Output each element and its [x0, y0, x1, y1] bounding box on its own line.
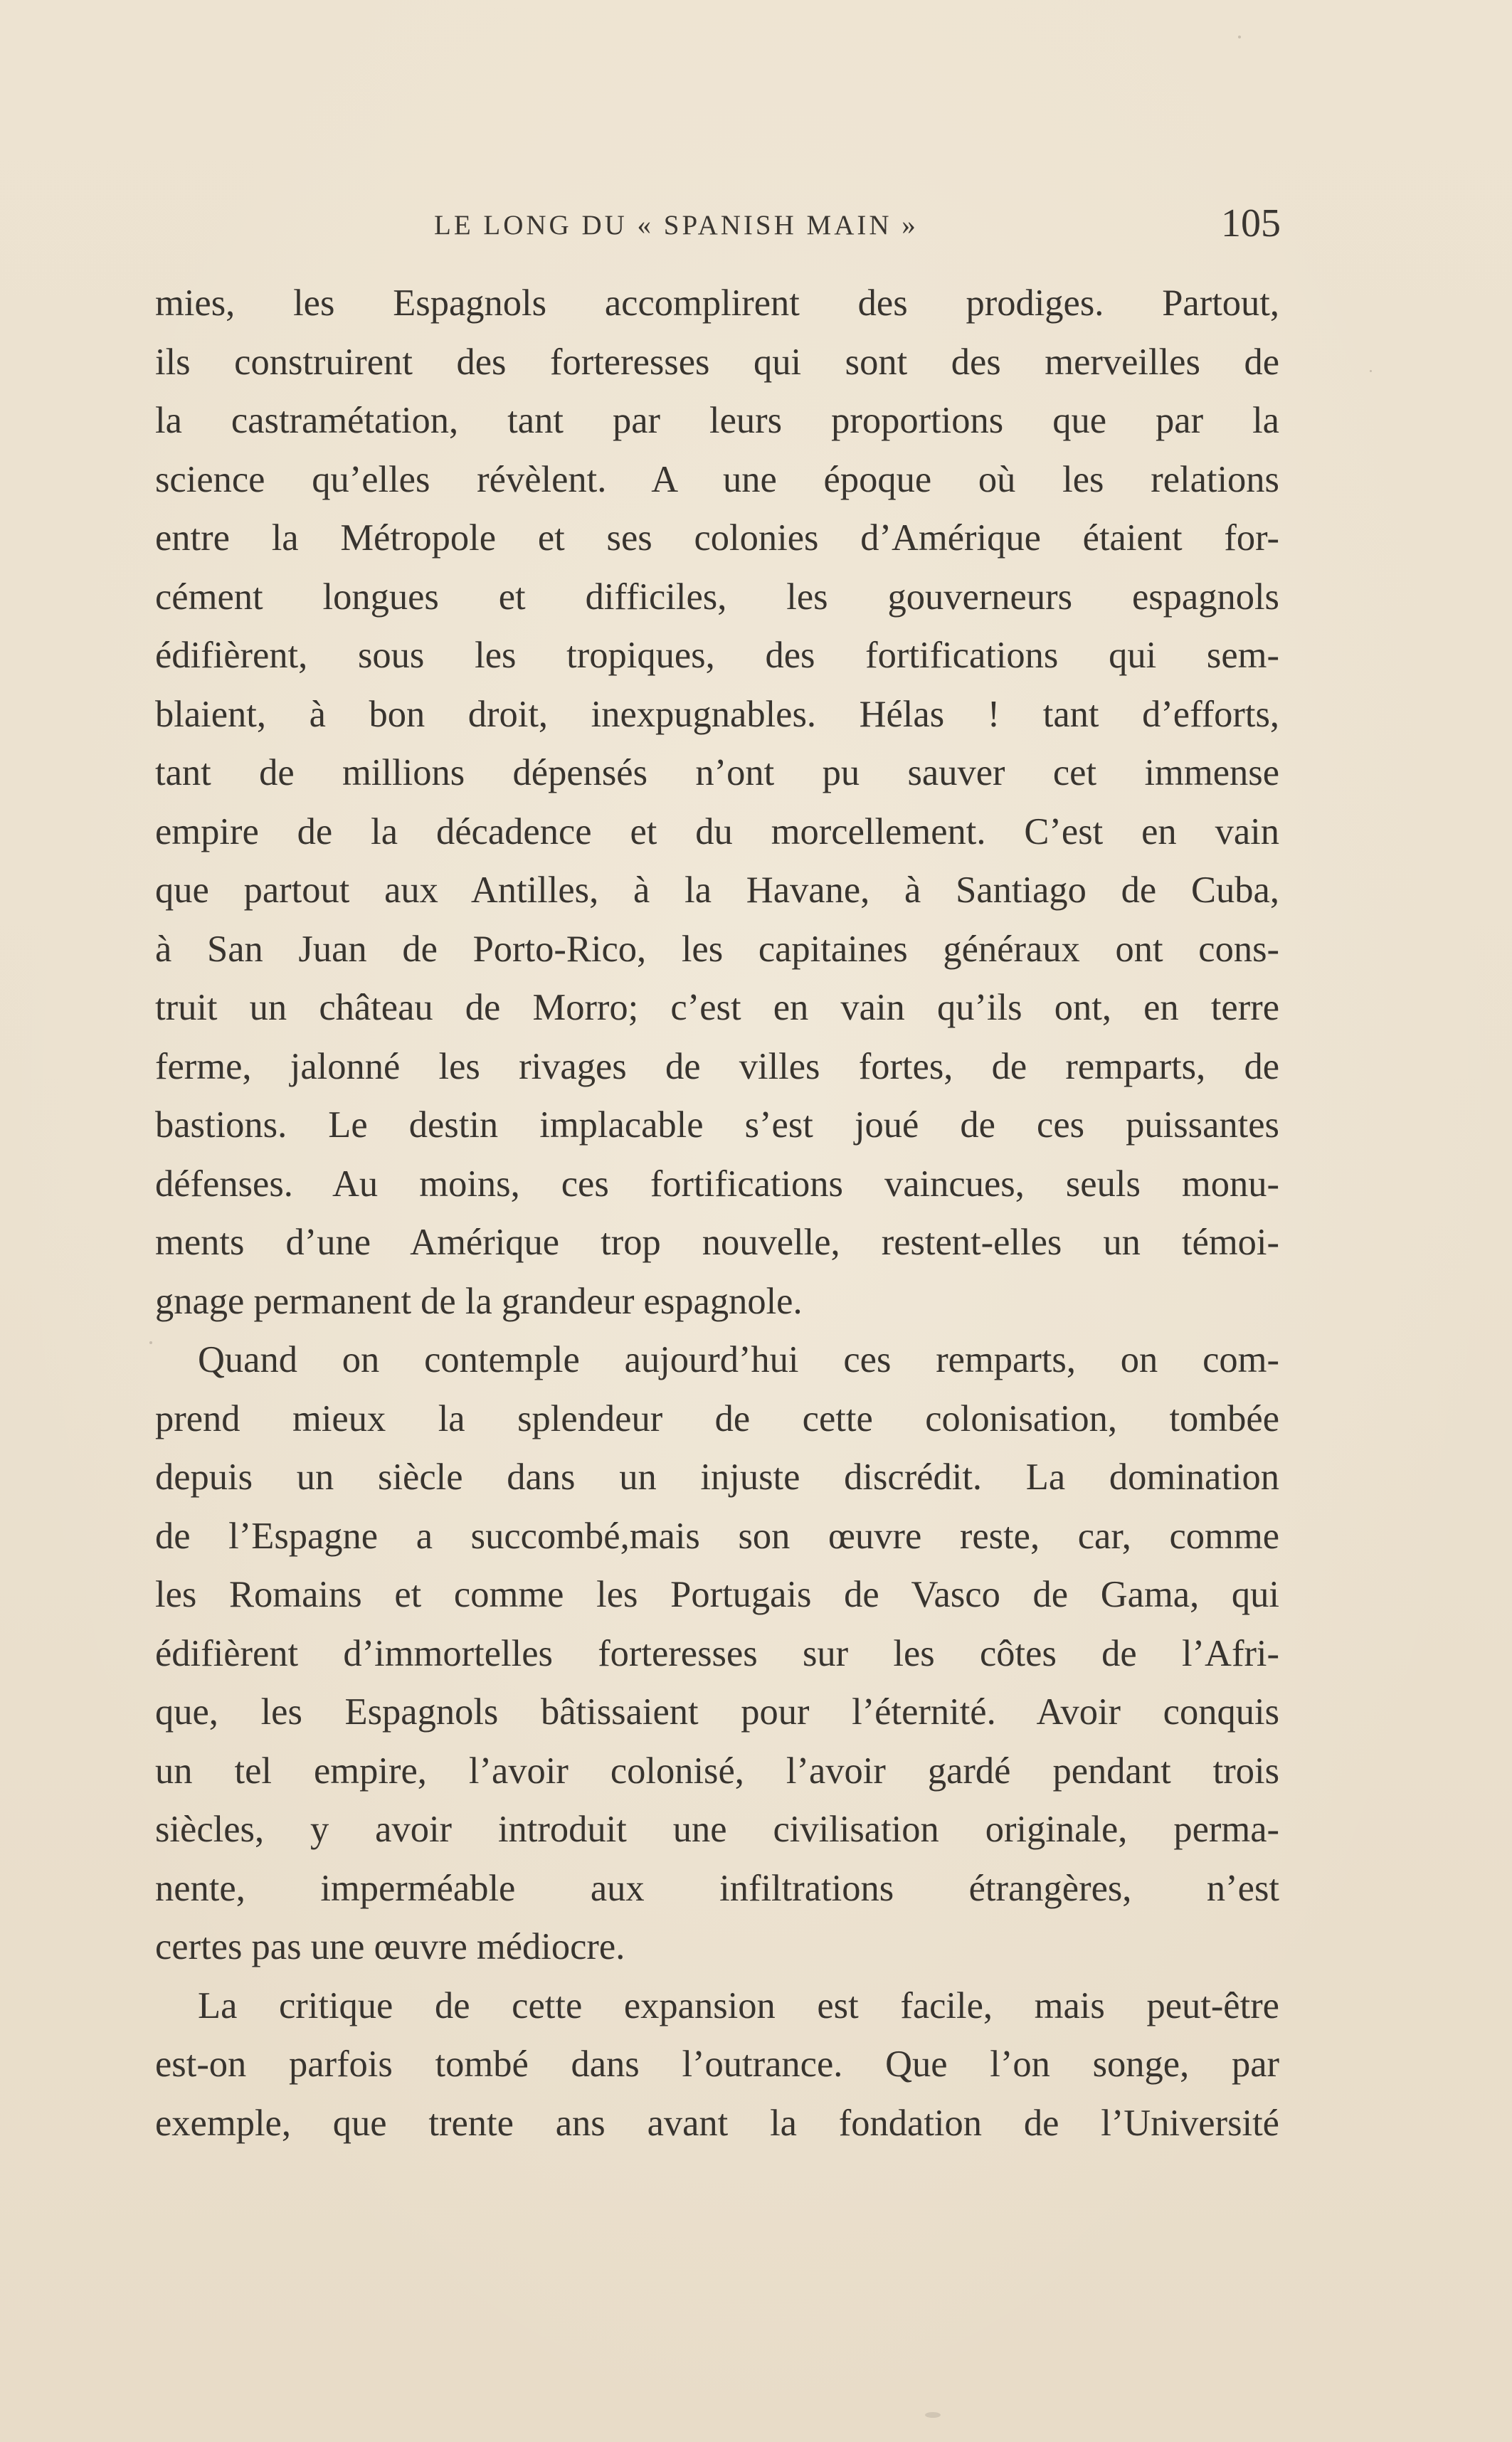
text-line: gnage permanent de la grandeur espagnole.: [155, 1280, 803, 1322]
text-line: un tel empire, l’avoir colonisé, l’avoir gardé pendant trois: [155, 1750, 1279, 1792]
running-head: [164, 201, 1281, 258]
paper-speck: [1370, 370, 1372, 372]
text-line: bastions. Le destin implacable s’est joué de ces puissantes: [155, 1104, 1279, 1146]
paper-speck: [1238, 36, 1241, 38]
text-line: exemple, que trente ans avant la fondation de l’Université: [155, 2102, 1279, 2144]
text-line: édifièrent, sous les tropiques, des fortifications qui sem-: [155, 635, 1279, 676]
text-line: ferme, jalonné les rivages de villes fortes, de remparts, de: [155, 1045, 1279, 1087]
text-line: ils construirent des forteresses qui sont des merveilles de: [155, 341, 1279, 383]
paper-speck: [149, 1341, 152, 1344]
page-number: 105: [1221, 201, 1281, 245]
text-line: tant de millions dépensés n’ont pu sauver cet immense: [155, 752, 1279, 793]
text-line: à San Juan de Porto-Rico, les capitaines généraux ont cons-: [155, 928, 1279, 970]
text-line: entre la Métropole et ses colonies d’Amérique étaient for-: [155, 517, 1279, 559]
text-line: certes pas une œuvre médiocre.: [155, 1926, 625, 1967]
text-line: la castramétation, tant par leurs proportions que par la: [155, 400, 1279, 441]
text-line: mies, les Espagnols accomplirent des prodiges. Partout,: [155, 282, 1279, 324]
text-line: Quand on contemple aujourd’hui ces remparts, on com-: [198, 1339, 1279, 1380]
body-text: [155, 274, 1279, 2152]
text-line: La critique de cette expansion est facile, mais peut-être: [198, 1984, 1279, 2026]
text-line: siècles, y avoir introduit une civilisation originale, perma-: [155, 1809, 1279, 1850]
text-line: que partout aux Antilles, à la Havane, à Santiago de Cuba,: [155, 870, 1279, 911]
text-line: les Romains et comme les Portugais de Vasco de Gama, qui: [155, 1574, 1279, 1615]
text-line: de l’Espagne a succombé,mais son œuvre reste, car, comme: [155, 1515, 1279, 1557]
text-line: défenses. Au moins, ces fortifications vaincues, seuls monu-: [155, 1163, 1279, 1205]
text-line: que, les Espagnols bâtissaient pour l’éternité. Avoir conquis: [155, 1691, 1279, 1733]
text-line: blaient, à bon droit, inexpugnables. Hélas ! tant d’efforts,: [155, 693, 1279, 735]
running-title: LE LONG DU « SPANISH MAIN »: [434, 210, 919, 240]
text-line: depuis un siècle dans un injuste discrédit. La domination: [155, 1457, 1279, 1498]
text-line: empire de la décadence et du morcellement. C’est en vain: [155, 810, 1279, 852]
text-line: nente, imperméable aux infiltrations étrangères, n’est: [155, 1867, 1279, 1909]
text-line: édifièrent d’immortelles forteresses sur les côtes de l’Afri-: [155, 1632, 1279, 1674]
paper-speck: [925, 2412, 941, 2418]
text-line: cément longues et difficiles, les gouverneurs espagnols: [155, 576, 1279, 618]
text-line: ments d’une Amérique trop nouvelle, restent-elles un témoi-: [155, 1222, 1279, 1263]
text-line: truit un château de Morro; c’est en vain qu’ils ont, en terre: [155, 987, 1279, 1028]
text-line: prend mieux la splendeur de cette colonisation, tombée: [155, 1397, 1279, 1439]
text-line: science qu’elles révèlent. A une époque où les relations: [155, 458, 1279, 500]
text-line: est-on parfois tombé dans l’outrance. Que l’on songe, par: [155, 2044, 1279, 2085]
